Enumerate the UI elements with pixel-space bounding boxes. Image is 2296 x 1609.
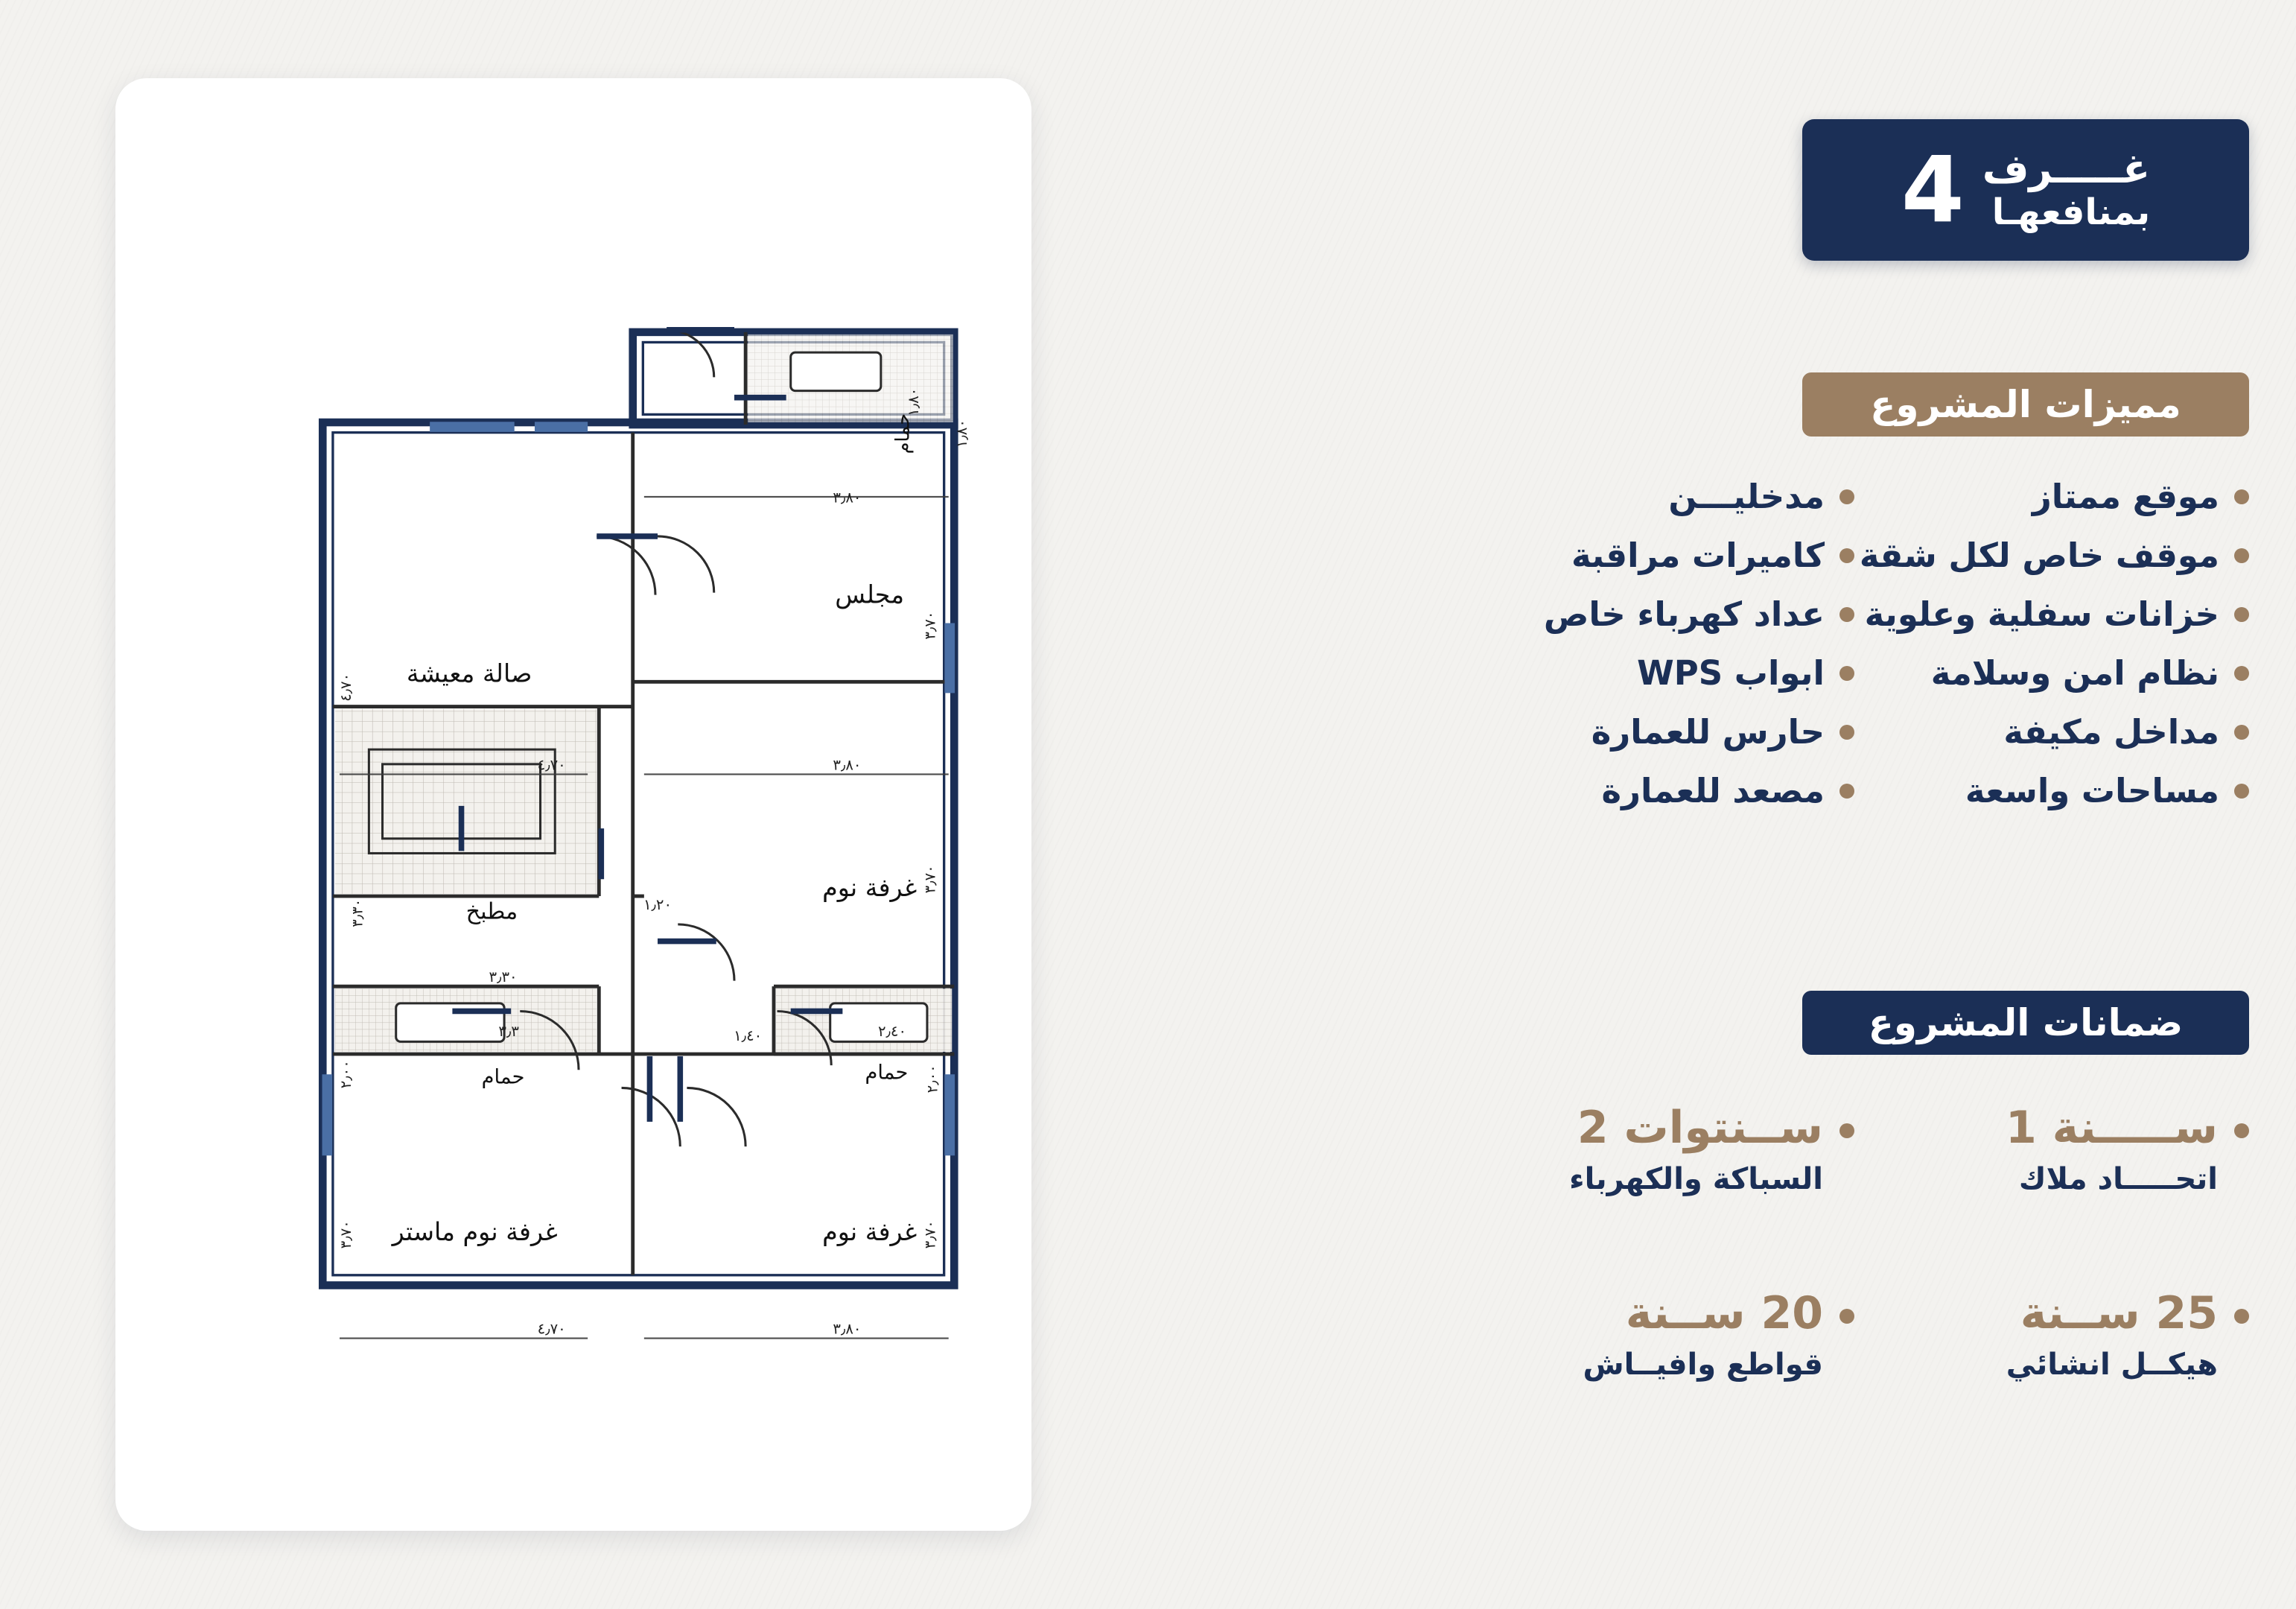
rooms-badge-line2: بمنافعهـا: [1991, 191, 2151, 234]
warranty-subject: اتحـــــاد ملاك: [2018, 1162, 2218, 1196]
rooms-badge-text: [1982, 146, 2151, 233]
bullet-dot-icon: [2234, 1123, 2249, 1138]
warranty-body: [1569, 1102, 1823, 1199]
bullet-dot-icon: [2234, 784, 2249, 799]
bullet-dot-icon: [2234, 548, 2249, 563]
dimension-label: ٣٫٣٠: [489, 968, 518, 986]
features-column-right: [1460, 477, 1854, 810]
warranty-duration: 20 ســنة: [1625, 1287, 1823, 1339]
dimension-label: ١٫٨٠: [953, 419, 970, 448]
dimension-label: ٣٫٧٠: [921, 865, 939, 894]
dimension-label: ١٫٤٠: [734, 1026, 763, 1044]
room-label: غرفة نوم ماستر: [392, 1216, 558, 1246]
bullet-dot-icon: [2234, 607, 2249, 622]
feature-item: [1460, 477, 1854, 516]
bullet-dot-icon: [1839, 1123, 1854, 1138]
feature-label: موقع ممتاز: [2032, 477, 2219, 516]
feature-label: موقف خاص لكل شقة: [1859, 536, 2219, 575]
warranty-subject: قواطع وافيــاش: [1583, 1348, 1823, 1382]
bullet-dot-icon: [1839, 784, 1854, 799]
room-label: غرفة نوم: [822, 873, 918, 902]
floorplan-svg: [261, 190, 1050, 1523]
warranty-item: [1854, 1102, 2249, 1199]
feature-item: [1854, 712, 2249, 752]
dimension-label: ٣٫٧٠: [337, 1220, 355, 1249]
bullet-dot-icon: [1839, 1309, 1854, 1324]
feature-item: [1460, 594, 1854, 634]
feature-item: [1854, 477, 2249, 516]
rooms-badge: [1802, 119, 2249, 261]
warranty-item: [1460, 1288, 1854, 1384]
dimension-label: ٣٫٨٠: [833, 756, 862, 774]
warranty-subject: السباكة والكهرباء: [1569, 1162, 1823, 1196]
warranty-section-title: ضمانات المشروع: [1802, 991, 2249, 1055]
feature-item: [1460, 653, 1854, 693]
dimension-label: ٢٫٠٠: [337, 1060, 355, 1089]
dimension-label: ٤٫٧٠: [337, 673, 355, 702]
bullet-dot-icon: [1839, 666, 1854, 681]
feature-item: [1854, 536, 2249, 575]
feature-label: حارس للعمارة: [1591, 712, 1825, 752]
dimension-label: ٢٫٠٠: [923, 1064, 941, 1094]
feature-label: مدخليـــن: [1668, 477, 1825, 516]
room-label: حمام: [891, 413, 915, 454]
feature-item: [1854, 594, 2249, 634]
dimension-label: ١٫٢٠: [643, 896, 672, 914]
bullet-dot-icon: [2234, 1309, 2249, 1324]
feature-label: عداد كهرباء خاص: [1543, 594, 1825, 634]
features-list: [1460, 477, 2249, 810]
features-column-left: [1854, 477, 2249, 810]
info-column: [1460, 0, 2249, 1609]
dimension-label: ٣٫٨٠: [833, 1320, 862, 1338]
dimension-label: ٣٫٧٠: [921, 611, 939, 640]
warranty-body: [2006, 1102, 2218, 1199]
bullet-dot-icon: [1839, 725, 1854, 740]
bullet-dot-icon: [2234, 725, 2249, 740]
warranty-duration: ســنتوات 2: [1577, 1102, 1823, 1154]
feature-item: [1460, 536, 1854, 575]
feature-item: [1460, 771, 1854, 810]
feature-label: مساحات واسعة: [1965, 771, 2219, 810]
bullet-dot-icon: [1839, 548, 1854, 563]
dimension-label: ٣٫٣٠: [349, 898, 366, 927]
warranty-duration: ســـــنة 1: [2005, 1102, 2218, 1154]
warranty-subject: هيكــل انشائي: [2006, 1348, 2218, 1382]
room-label: مجلس: [835, 580, 905, 609]
bullet-dot-icon: [1839, 607, 1854, 622]
rooms-badge-line1: غـــــرف: [1982, 145, 2151, 193]
feature-label: كاميرات مراقبة: [1571, 536, 1825, 575]
feature-label: مصعد للعمارة: [1601, 771, 1825, 810]
tiled-areas: [335, 334, 953, 1052]
warranty-list: [1460, 1102, 2249, 1384]
dimension-label: ٢٫٤٠: [877, 1022, 907, 1040]
warranty-body: [1583, 1288, 1823, 1384]
warranty-duration: 25 ســنة: [2020, 1287, 2218, 1339]
room-label: صالة معيشة: [406, 658, 532, 688]
warranty-item: [1854, 1288, 2249, 1384]
features-section-title: مميزات المشروع: [1802, 372, 2249, 437]
room-label: غرفة نوم: [822, 1216, 918, 1246]
dimension-label: ٣٫٣: [498, 1022, 519, 1040]
room-label: مطبخ: [465, 898, 518, 925]
feature-item: [1854, 771, 2249, 810]
feature-label: مداخل مكيفة: [2003, 712, 2219, 752]
feature-item: [1854, 653, 2249, 693]
dimension-label: ١٫٨٠: [904, 387, 922, 416]
room-label: حمام: [481, 1065, 525, 1089]
dimension-label: ٣٫٧٠: [921, 1220, 939, 1249]
warranty-body: [2006, 1288, 2218, 1384]
bullet-dot-icon: [1839, 489, 1854, 504]
rooms-badge-number: 4: [1901, 137, 1963, 243]
warranty-item: [1460, 1102, 1854, 1199]
room-label: حمام: [865, 1061, 909, 1085]
feature-label: خزانات سفلية وعلوية: [1864, 594, 2219, 634]
feature-item: [1460, 712, 1854, 752]
feature-label: ابواب WPS: [1637, 653, 1825, 693]
bullet-dot-icon: [2234, 489, 2249, 504]
dimension-label: ٤٫٧٠: [537, 1320, 566, 1338]
bullet-dot-icon: [2234, 666, 2249, 681]
dimension-label: ٤٫٧٠: [537, 756, 566, 774]
floorplan-card: [115, 78, 1031, 1531]
floorplan-drawing: [261, 190, 1050, 1523]
dimension-label: ٣٫٨٠: [833, 489, 862, 507]
feature-label: نظام امن وسلامة: [1930, 653, 2219, 693]
